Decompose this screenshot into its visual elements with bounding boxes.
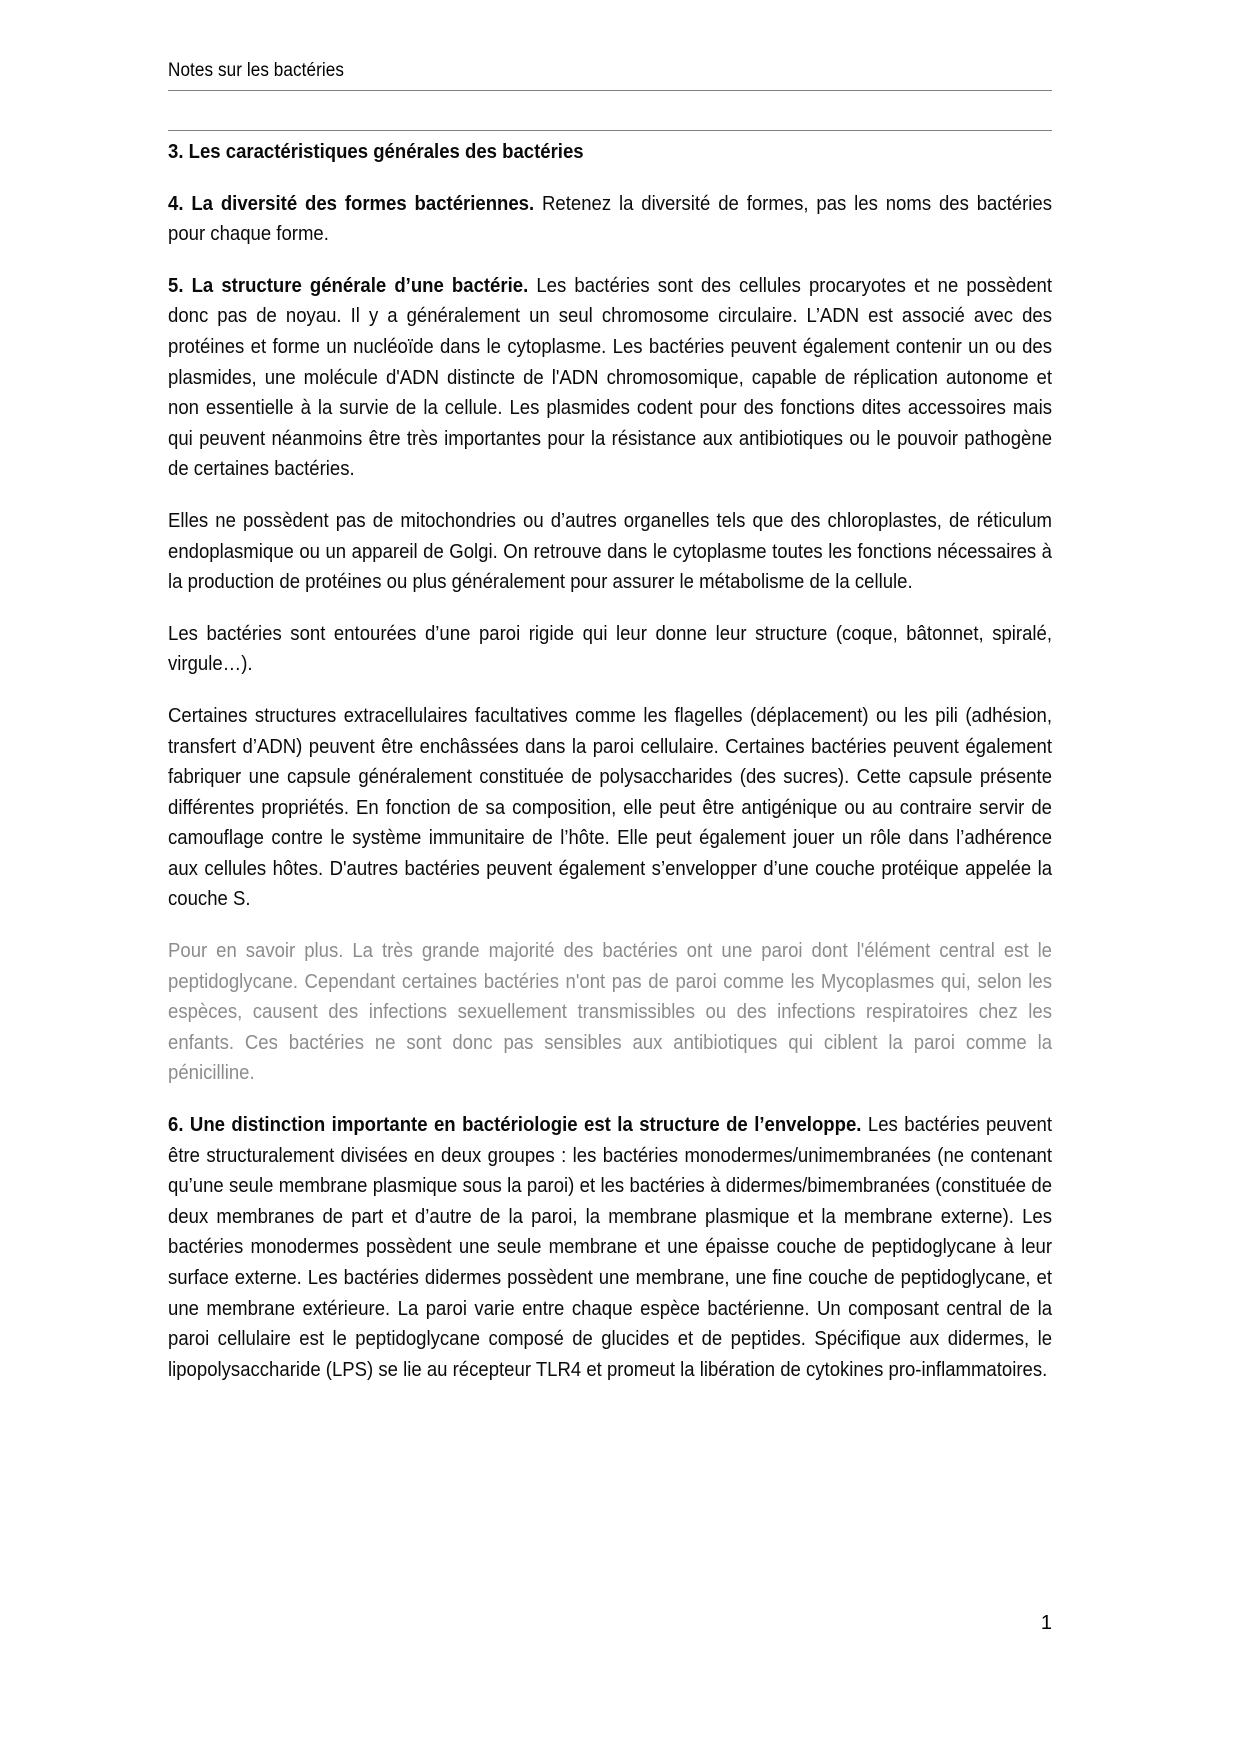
section-4-heading: 4. La diversité des formes bactériennes. (168, 191, 535, 215)
paragraph-paroi-text: Les bactéries sont entourées d’une paroi rigide qui leur donne leur structure (coque, bâtonnet, spiralé, virgule…). (168, 621, 1053, 676)
page-number: 1 (1040, 1612, 1052, 1634)
section-6-heading: 6. Une distinction importante en bactériologie est la structure de l’enveloppe. (168, 1113, 862, 1137)
document-body (168, 137, 1052, 1385)
document-header (168, 58, 1052, 91)
paragraph-pour-en-savoir-plus (168, 936, 1052, 1089)
section-6-paragraph (168, 1110, 1052, 1385)
paragraph-organelles (168, 506, 1052, 598)
section-5-text: Les bactéries sont des cellules procaryotes et ne possèdent donc pas de noyau. Il y a généralement un seul chromosome circulaire. L’ADN est associé avec des protéines et forme un nucléoïde dans le cytoplasme. Les bactéries peuvent également contenir un ou des plasmides, une molécule d'ADN distincte de l'ADN chromosomique, capable de réplication autonome et non essentielle à la survie de la cellule. Les plasmides codent pour des fonctions dites accessoires mais qui peuvent néanmoins être très importantes pour la résistance aux antibiotiques ou le pouvoir pathogène de certaines bactéries. (168, 273, 1053, 481)
paragraph-paroi (168, 619, 1052, 680)
section-3-heading: 3. Les caractéristiques générales des bactéries (168, 140, 584, 163)
section-4-text: Retenez la diversité de formes, pas les noms des bactéries pour chaque forme. (168, 191, 1053, 246)
header-divider (168, 90, 1052, 91)
section-6-text: Les bactéries peuvent être structuralement divisées en deux groupes : les bactéries monodermes/unimembranées (ne contenant qu’une seule membrane plasmique sous la paroi) et les bactéries à didermes/bimembranées (constituée de deux membranes de part et d’autre de la paroi, la membrane plasmique et la membrane externe). Les bactéries monodermes possèdent une seule membrane et une épaisse couche de peptidoglycane à leur surface externe. Les bactéries didermes possèdent une membrane, une fine couche de peptidoglycane, et une membrane extérieure. La paroi varie entre chaque espèce bactérienne. Un composant central de la paroi cellulaire est le peptidoglycane composé de glucides et de peptides. Spécifique aux didermes, le lipopolysaccharide (LPS) se lie au récepteur TLR4 et promeut la libération de cytokines pro-inflammatoires. (168, 1113, 1053, 1381)
paragraph-pour-en-savoir-plus-text: Pour en savoir plus. La très grande majorité des bactéries ont une paroi dont l'élément central est le peptidoglycane. Cependant certaines bactéries n'ont pas de paroi comme les Mycoplasmes qui, selon les espèces, causent des infections sexuellement transmissibles ou des infections respiratoires chez les enfants. Ces bactéries ne sont donc pas sensibles aux antibiotiques qui ciblent la paroi comme la pénicilline. (168, 939, 1053, 1085)
section-3-paragraph (168, 137, 1052, 168)
section-5-heading: 5. La structure générale d’une bactérie. (168, 273, 529, 297)
header-title: Notes sur les bactéries (168, 60, 344, 81)
section-4-paragraph (168, 189, 1052, 250)
body-top-divider (168, 130, 1052, 131)
paragraph-structures-extracellulaires (168, 701, 1052, 915)
paragraph-structures-extracellulaires-text: Certaines structures extracellulaires facultatives comme les flagelles (déplacement) ou les pili (adhésion, transfert d’ADN) peuvent être enchâssées dans la paroi cellulaire. Certaines bactéries peuvent également fabriquer une capsule généralement constituée de polysaccharides (des sucres). Cette capsule présente différentes propriétés. En fonction de sa composition, elle peut être antigénique ou au contraire servir de camouflage contre le système immunitaire de l’hôte. Elle peut également jouer un rôle dans l’adhérence aux cellules hôtes. D'autres bactéries peuvent également s’envelopper d’une couche protéique appelée la couche S. (168, 703, 1053, 911)
paragraph-organelles-text: Elles ne possèdent pas de mitochondries ou d’autres organelles tels que des chloroplastes, de réticulum endoplasmique ou un appareil de Golgi. On retrouve dans le cytoplasme toutes les fonctions nécessaires à la production de protéines ou plus généralement pour assurer le métabolisme de la cellule. (168, 508, 1053, 594)
section-5-paragraph (168, 271, 1052, 485)
